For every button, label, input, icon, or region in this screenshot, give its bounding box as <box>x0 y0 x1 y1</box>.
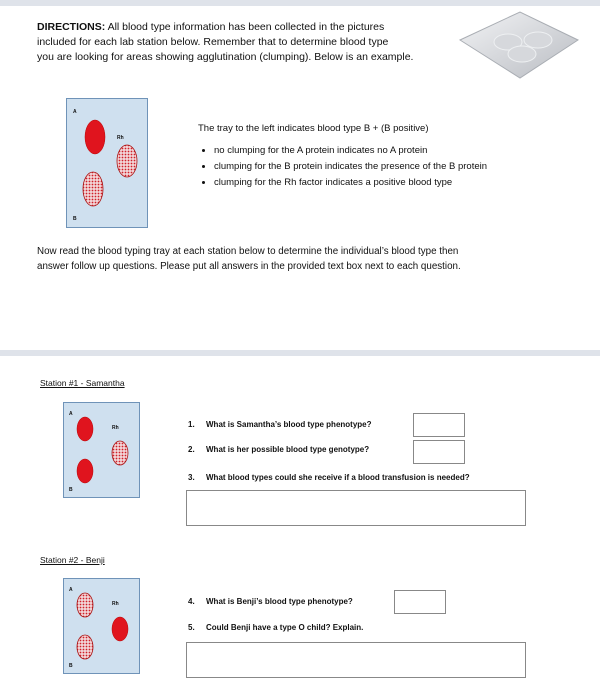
answer-box-1[interactable] <box>413 413 465 437</box>
section-divider <box>0 350 600 356</box>
station1-tray <box>63 402 140 498</box>
station2-tray <box>63 578 140 674</box>
directions-text: DIRECTIONS: All blood type information has been collected in the pictures included for each lab station below. Remember that to determine blood type you are looking for areas showing agglutination (clumping). Below is an example. <box>37 21 414 63</box>
answer-box-3[interactable] <box>186 490 526 526</box>
top-divider <box>0 0 600 6</box>
station2-title: Station #2 - Benji <box>40 555 105 565</box>
bullet-item: • clumping for the Rh factor indicates a positive blood type <box>214 176 558 190</box>
question-1: 1. What is Samantha’s blood type phenotype? <box>188 420 372 429</box>
well-b-clumped <box>77 635 93 659</box>
tray-label-rh: Rh <box>117 135 124 141</box>
example-bullets <box>198 144 558 190</box>
answer-box-5[interactable] <box>186 642 526 678</box>
tray-label-b: B <box>73 216 77 222</box>
instructions-text: Now read the blood typing tray at each station below to determine the individual’s blood type then answer follow up questions. Please put all answers in the provided text box next to each question. <box>37 246 461 272</box>
bullet-item: • clumping for the B protein indicates the presence of the B protein <box>214 160 558 174</box>
question-4: 4. What is Benji’s blood type phenotype? <box>188 597 353 606</box>
tray-label-a: A <box>69 411 73 417</box>
tray-label-a: A <box>73 109 77 115</box>
well-a-smooth <box>85 120 105 154</box>
example-explanation <box>198 122 558 192</box>
well-b-clumped <box>83 172 103 206</box>
well-b-smooth <box>77 459 93 483</box>
tray-label-a: A <box>69 587 73 593</box>
tray-label-rh: Rh <box>112 601 119 607</box>
tray-label-rh: Rh <box>112 425 119 431</box>
question-2: 2. What is her possible blood type genotype? <box>188 445 370 454</box>
well-rh-clumped <box>117 145 137 177</box>
example-tray <box>66 98 148 228</box>
answer-box-4[interactable] <box>394 590 446 614</box>
well-a-clumped <box>77 593 93 617</box>
question-3: 3. What blood types could she receive if a blood transfusion is needed? <box>188 473 470 482</box>
well-rh-clumped <box>112 441 128 465</box>
well-a-smooth <box>77 417 93 441</box>
tray-label-b: B <box>69 487 73 493</box>
station1-title: Station #1 - Samantha <box>40 378 125 388</box>
tray-photo-image <box>450 10 580 80</box>
well-rh-smooth <box>112 617 128 641</box>
tray-label-b: B <box>69 663 73 669</box>
answer-box-2[interactable] <box>413 440 465 464</box>
bullet-item: • no clumping for the A protein indicates no A protein <box>214 144 558 158</box>
question-5: 5. Could Benji have a type O child? Explain. <box>188 623 364 632</box>
example-heading: The tray to the left indicates blood type B + (B positive) <box>198 123 429 134</box>
